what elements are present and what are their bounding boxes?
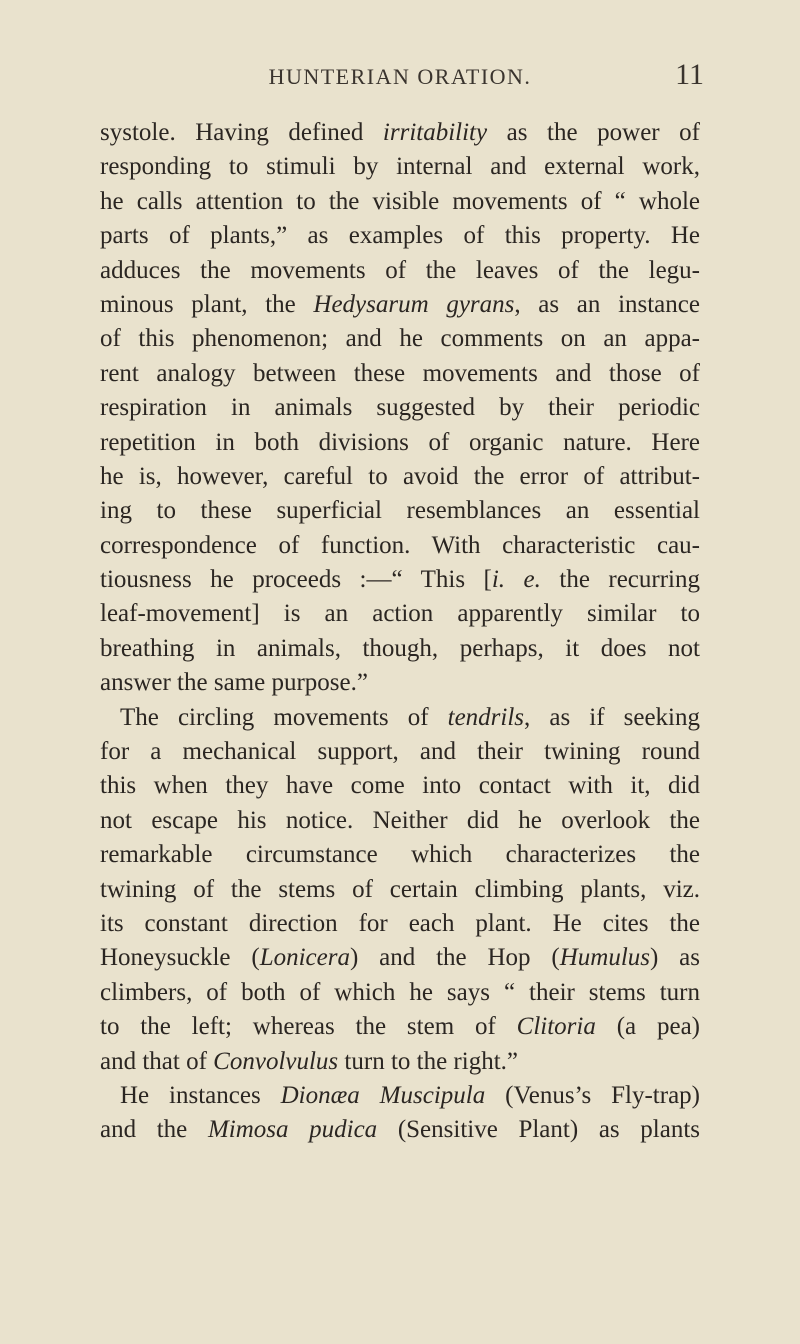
text-line bbox=[100, 1045, 700, 1079]
text-segment: as the power of bbox=[487, 119, 700, 146]
italic-text: i. e. bbox=[491, 566, 541, 594]
text-segment: The circling movements of bbox=[120, 703, 448, 731]
text-segment: responding to stimuli by internal and external work, bbox=[100, 153, 700, 181]
text-segment: repetition in both divisions of organic nature. Here bbox=[100, 428, 700, 456]
text-segment: ) and the Hop ( bbox=[349, 944, 560, 972]
text-segment: climbers, of both of which he says “ their stems turn bbox=[100, 978, 700, 1006]
text-segment: breathing in animals, though, perhaps, it does not bbox=[100, 634, 700, 662]
text-line bbox=[100, 391, 700, 425]
text-line bbox=[100, 597, 700, 631]
text-line bbox=[100, 460, 700, 494]
text-segment: Honeysuckle ( bbox=[100, 944, 260, 972]
text-line bbox=[100, 735, 700, 769]
text-segment: leaf-movement] is an action apparently similar to bbox=[100, 600, 700, 628]
italic-text: Hedysarum gyrans bbox=[313, 290, 515, 318]
text-line bbox=[100, 701, 700, 735]
text-segment: , as if seeking bbox=[524, 703, 701, 731]
text-segment: tiousness he proceeds :—“ This [ bbox=[100, 566, 492, 594]
text-line bbox=[100, 941, 700, 975]
italic-text: Convolvulus bbox=[213, 1047, 339, 1075]
text-line bbox=[100, 322, 700, 356]
text-line bbox=[100, 150, 700, 184]
italic-text: Dionæa Muscipula bbox=[280, 1081, 486, 1109]
italic-text: tendrils bbox=[447, 703, 525, 731]
text-segment: parts of plants,” as examples of this property. He bbox=[100, 222, 700, 250]
italic-text: irritability bbox=[382, 119, 488, 146]
italic-text: Humulus bbox=[559, 944, 651, 972]
text-segment: this when they have come into contact with it, did bbox=[100, 772, 700, 800]
text-segment: turn to the right.” bbox=[338, 1047, 518, 1075]
text-line bbox=[100, 219, 700, 253]
text-segment: minous plant, the bbox=[100, 290, 314, 318]
italic-text: Mimosa pudica bbox=[207, 1116, 378, 1144]
text-segment: answer the same purpose.” bbox=[100, 669, 368, 697]
text-segment: (a pea) bbox=[595, 1013, 700, 1041]
text-line bbox=[100, 357, 700, 391]
text-line bbox=[100, 838, 700, 872]
running-head bbox=[0, 58, 800, 94]
text-line bbox=[100, 288, 700, 322]
text-line bbox=[100, 426, 700, 460]
text-line bbox=[100, 907, 700, 941]
text-segment: remarkable circumstance which characterizes the bbox=[100, 841, 700, 869]
text-segment: rent analogy between these movements and those of bbox=[100, 359, 700, 387]
running-head-title: HUNTERIAN ORATION. bbox=[268, 64, 532, 89]
text-segment: adduces the movements of the leaves of the legu- bbox=[100, 256, 700, 284]
text-segment: and the bbox=[100, 1116, 208, 1144]
text-line bbox=[100, 185, 700, 219]
text-segment: and that of bbox=[100, 1047, 214, 1075]
text-segment: He instances bbox=[120, 1081, 281, 1109]
text-segment: twining of the stems of certain climbing plants, viz. bbox=[100, 875, 700, 903]
text-line bbox=[100, 769, 700, 803]
text-segment: systole. Having defined bbox=[100, 119, 383, 146]
text-segment: , as an instance bbox=[514, 290, 700, 318]
text-line bbox=[100, 254, 700, 288]
text-line bbox=[100, 1113, 700, 1147]
text-line bbox=[100, 804, 700, 838]
text-segment: the recurring bbox=[540, 566, 700, 594]
text-segment: of this phenomenon; and he comments on an appa- bbox=[100, 325, 700, 353]
text-segment: he is, however, careful to avoid the error of attribut- bbox=[100, 462, 700, 490]
text-segment: (Venus’s Fly-trap) bbox=[485, 1081, 700, 1109]
text-segment: its constant direction for each plant. He cites the bbox=[100, 909, 700, 937]
text-segment: he calls attention to the visible movements of “ whole bbox=[100, 187, 700, 215]
text-segment: ) as bbox=[650, 944, 701, 972]
text-segment: (Sensitive Plant) as plants bbox=[377, 1116, 701, 1144]
text-segment: respiration in animals suggested by their periodic bbox=[100, 394, 700, 422]
italic-text: Clitoria bbox=[516, 1013, 596, 1041]
text-line bbox=[100, 976, 700, 1010]
text-line bbox=[100, 1079, 700, 1113]
text-line bbox=[100, 116, 700, 150]
page-number: 11 bbox=[675, 58, 704, 91]
text-line bbox=[100, 873, 700, 907]
italic-text: Lonicera bbox=[259, 944, 350, 972]
text-segment: for a mechanical support, and their twining round bbox=[100, 738, 700, 766]
body-text bbox=[100, 116, 700, 1148]
text-line bbox=[100, 529, 700, 563]
text-line bbox=[100, 1010, 700, 1044]
text-segment: ing to these superficial resemblances an essential bbox=[100, 497, 700, 525]
text-line bbox=[100, 563, 700, 597]
text-line bbox=[100, 494, 700, 528]
text-segment: not escape his notice. Neither did he overlook the bbox=[100, 806, 700, 834]
text-segment: correspondence of function. With characteristic cau- bbox=[100, 531, 700, 559]
text-segment: to the left; whereas the stem of bbox=[100, 1013, 517, 1041]
text-line bbox=[100, 632, 700, 666]
text-line bbox=[100, 666, 700, 700]
